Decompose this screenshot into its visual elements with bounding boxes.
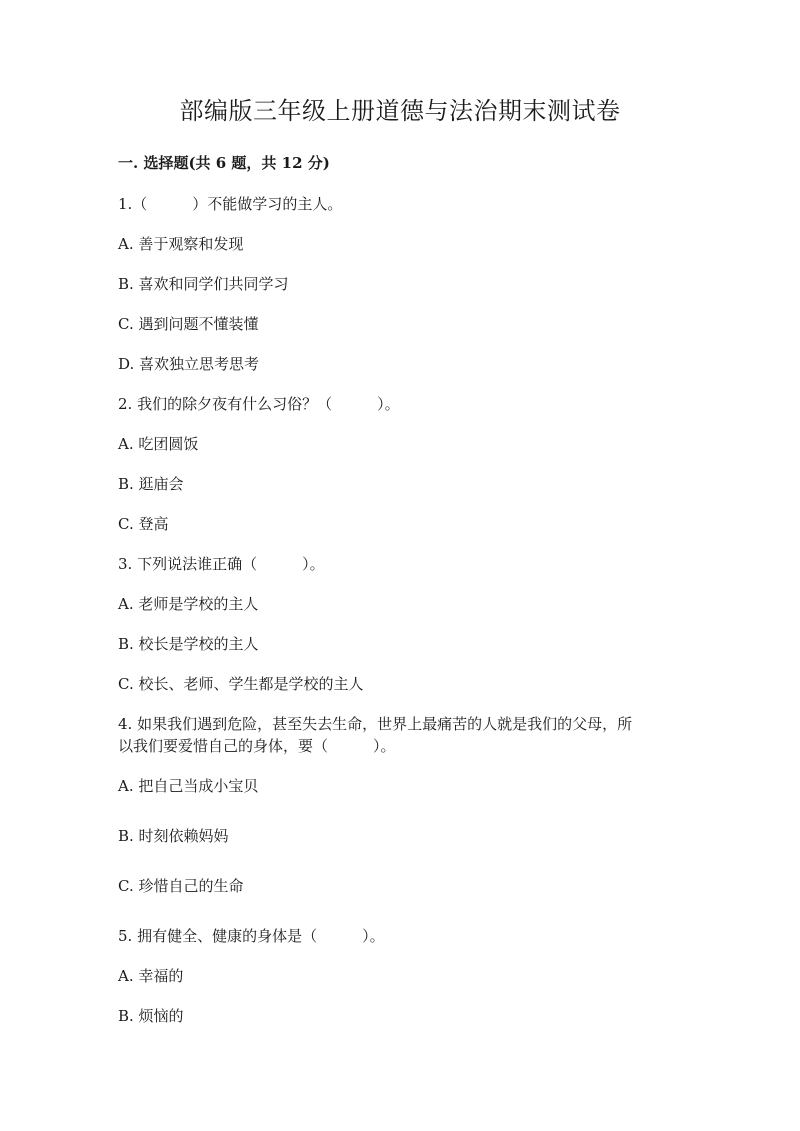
question-stem-line-2: 以我们要爱惜自己的身体，要（ ）。 [118,737,396,755]
option-b: B. 烦恼的 [118,1007,184,1025]
option-a: A. 老师是学校的主人 [118,595,259,613]
question-1 [118,193,682,375]
option-c: C. 遇到问题不懂装懂 [118,315,259,333]
option-c: C. 登高 [118,515,169,533]
question-stem: 3. 下列说法谁正确（ ）。 [118,555,325,573]
option-c: C. 珍惜自己的生命 [118,877,244,895]
question-stem: 1.（ ）不能做学习的主人。 [118,195,343,213]
option-b: B. 校长是学校的主人 [118,635,259,653]
question-4 [118,713,682,897]
question-stem-line-1: 4. 如果我们遇到危险，甚至失去生命，世界上最痛苦的人就是我们的父母，所 [118,715,633,733]
question-stem: 5. 拥有健全、健康的身体是（ ）。 [118,927,385,945]
option-b: B. 时刻依赖妈妈 [118,827,229,845]
question-5 [118,925,682,1027]
option-b: B. 喜欢和同学们共同学习 [118,275,289,293]
option-a: A. 把自己当成小宝贝 [118,777,259,795]
option-a: A. 善于观察和发现 [118,235,244,253]
option-c: C. 校长、老师、学生都是学校的主人 [118,675,364,693]
section-heading: 一. 选择题(共 6 题，共 12 分) [118,154,330,172]
option-a: A. 幸福的 [118,967,184,985]
question-3 [118,553,682,695]
option-a: A. 吃团圆饭 [118,435,199,453]
question-stem: 2. 我们的除夕夜有什么习俗？（ ）。 [118,395,400,413]
option-d: D. 喜欢独立思考思考 [118,355,260,373]
question-2 [118,393,682,535]
option-b: B. 逛庙会 [118,475,184,493]
page-title: 部编版三年级上册道德与法治期末测试卷 [179,97,621,125]
